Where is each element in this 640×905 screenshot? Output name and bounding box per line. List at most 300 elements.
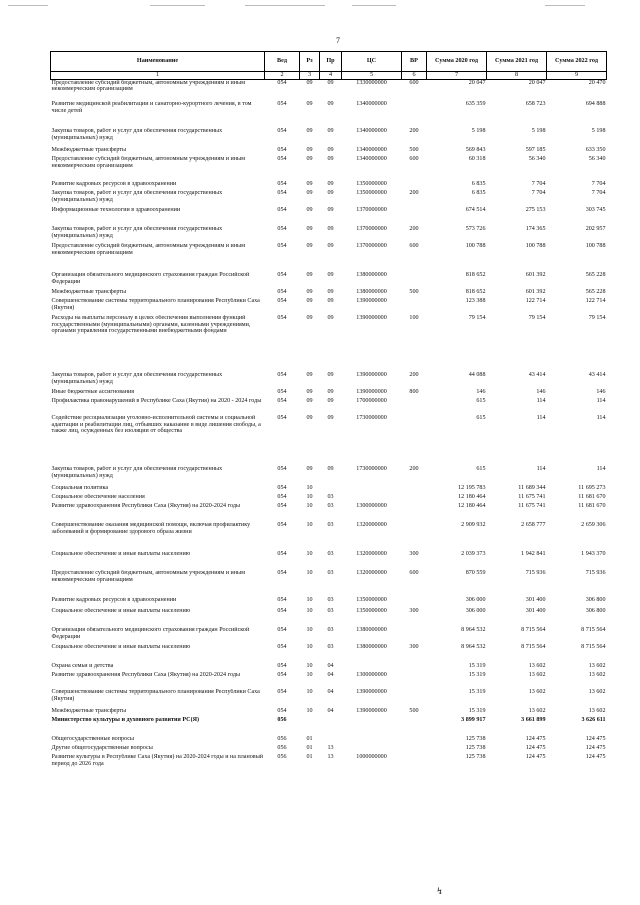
- table-row: [51, 156, 607, 181]
- row-sum-2020: 8 964 532: [461, 644, 486, 651]
- row-rz: 09: [306, 79, 313, 86]
- row-name: Общегосударственные вопросы: [51, 736, 135, 743]
- row-sum-2022: 124 475: [585, 754, 606, 761]
- row-rz: 10: [306, 672, 313, 679]
- row-ved: 054: [277, 298, 287, 305]
- row-sum-2022: 5 198: [591, 128, 606, 135]
- row-sum-2022: 8 715 564: [581, 627, 606, 634]
- row-pr: 09: [327, 389, 334, 396]
- row-rz: 09: [306, 389, 313, 396]
- row-pr: 03: [327, 551, 334, 558]
- row-ved: 054: [277, 101, 287, 108]
- row-cs: 1380000000: [356, 627, 387, 634]
- row-sum-2021: 597 185: [525, 147, 546, 154]
- row-vr: [402, 207, 427, 226]
- row-rz: 10: [306, 494, 313, 501]
- row-sum-2021: 301 400: [525, 608, 546, 615]
- row-sum-2022: 114: [596, 466, 606, 473]
- row-name: Межбюджетные трансферты: [51, 289, 127, 296]
- row-cs: 1390000000: [356, 389, 387, 396]
- row-sum-2021: 8 715 564: [521, 627, 546, 634]
- row-pr: 04: [327, 663, 334, 670]
- row-ved: 054: [277, 644, 287, 651]
- header-name: Наименование: [51, 52, 265, 72]
- row-vr: [402, 298, 427, 315]
- table-row: [51, 289, 607, 298]
- row-sum-2022: 56 340: [588, 156, 606, 163]
- row-sum-2022: 114: [596, 415, 606, 422]
- row-sum-2021: 13 602: [528, 689, 546, 696]
- row-sum-2021: 174 365: [525, 226, 546, 233]
- row-pr: 09: [327, 181, 334, 188]
- row-rz: 09: [306, 243, 313, 250]
- row-name: Закупка товаров, работ и услуг для обеспечения государственных (муниципальных) нужд: [51, 190, 223, 203]
- row-sum-2020: 615: [476, 415, 486, 422]
- row-vr: [402, 494, 427, 503]
- row-name: Развитие здравоохранения Республики Саха (Якутия) на 2020-2024 годы: [51, 672, 241, 679]
- row-sum-2020: 79 154: [468, 315, 486, 322]
- row-sum-2020: 100 788: [465, 243, 486, 250]
- row-rz: 09: [306, 272, 313, 279]
- row-cs: 1390000000: [356, 689, 387, 696]
- row-ved: 054: [277, 494, 287, 501]
- row-ved: 056: [277, 754, 287, 761]
- row-rz: 09: [306, 315, 313, 322]
- row-sum-2020: 15 319: [468, 663, 486, 670]
- row-name: Социальная политика: [51, 485, 109, 492]
- row-cs: 1390000000: [356, 315, 387, 322]
- row-sum-2020: 818 652: [465, 289, 486, 296]
- row-name: Совершенствование оказания медицинской помощи, включая профилактику заболеваний и формирование здорового образа жизни: [51, 522, 251, 535]
- row-pr: 09: [327, 207, 334, 214]
- row-rz: 10: [306, 644, 313, 651]
- row-rz: 01: [306, 745, 313, 752]
- row-sum-2020: 125 738: [465, 745, 486, 752]
- row-vr: [402, 485, 427, 494]
- table-row: [51, 608, 607, 627]
- row-ved: 054: [277, 663, 287, 670]
- header-number: 8: [487, 72, 547, 80]
- row-cs: [342, 663, 402, 672]
- row-vr: 200: [409, 466, 419, 473]
- row-pr: [320, 717, 342, 736]
- row-rz: 09: [306, 415, 313, 422]
- table-header: [51, 52, 607, 72]
- row-rz: 10: [306, 708, 313, 715]
- row-sum-2021: 2 658 777: [521, 522, 546, 529]
- row-vr: [402, 101, 427, 128]
- table-row: [51, 415, 607, 466]
- table-row: [51, 494, 607, 503]
- table-body: [51, 79, 607, 771]
- row-sum-2021: 122 714: [525, 298, 546, 305]
- row-sum-2021: 114: [536, 415, 546, 422]
- row-name: Информационные технологии в здравоохранении: [51, 207, 181, 214]
- row-cs: 1730000000: [356, 466, 387, 473]
- row-cs: 1340000000: [356, 156, 387, 163]
- table-row: [51, 181, 607, 190]
- row-name: Развитие здравоохранения Республики Саха (Якутия) на 2020-2024 годы: [51, 503, 241, 510]
- row-sum-2021: 79 154: [528, 315, 546, 322]
- row-cs: 1320000000: [356, 551, 387, 558]
- table-row: [51, 466, 607, 485]
- row-sum-2021: 124 475: [525, 754, 546, 761]
- row-sum-2020: 635 359: [465, 101, 486, 108]
- row-pr: 09: [327, 101, 334, 108]
- row-sum-2022: 124 475: [585, 736, 606, 743]
- header-vr: ВР: [402, 52, 427, 72]
- row-sum-2022: 3 626 611: [581, 717, 606, 724]
- header-number: 1: [51, 72, 265, 80]
- row-vr: [402, 522, 427, 551]
- row-sum-2021: 20 047: [528, 79, 546, 86]
- row-sum-2021: 114: [536, 466, 546, 473]
- table-row: [51, 147, 607, 156]
- row-sum-2022: 303 745: [585, 207, 606, 214]
- row-rz: 09: [306, 398, 313, 405]
- row-sum-2020: 6 835: [471, 190, 486, 197]
- row-rz: 10: [306, 485, 313, 492]
- row-sum-2022: 8 715 564: [581, 644, 606, 651]
- row-vr: 200: [409, 226, 419, 233]
- row-ved: 054: [277, 79, 287, 86]
- row-vr: 100: [409, 315, 419, 322]
- table-row: [51, 101, 607, 128]
- row-cs: 1390000000: [356, 298, 387, 305]
- row-cs: [342, 736, 402, 745]
- row-sum-2022: 694 888: [585, 101, 606, 108]
- header-pr: Пр: [320, 52, 342, 72]
- table-row: [51, 207, 607, 226]
- row-sum-2022: 79 154: [588, 315, 606, 322]
- row-sum-2022: 7 704: [591, 190, 606, 197]
- row-sum-2022: 202 957: [585, 226, 606, 233]
- row-vr: 500: [409, 708, 419, 715]
- row-ved: 054: [277, 147, 287, 154]
- row-vr: 200: [409, 372, 419, 379]
- row-name: Содействие ресоциализации уголовно-исполнительной системы и социальной адаптации и реабилитации лиц, отбывших наказание в виде лишения свободы, а также лиц, осужденных без изоляции от общества: [51, 415, 261, 435]
- row-ved: 054: [277, 226, 287, 233]
- row-cs: 1380000000: [356, 272, 387, 279]
- row-sum-2020: 15 319: [468, 672, 486, 679]
- row-name: Социальное обеспечение населения: [51, 494, 145, 501]
- row-sum-2021: 5 198: [531, 128, 546, 135]
- row-pr: 13: [327, 754, 334, 761]
- row-name: Предоставление субсидий бюджетным, автономным учреждениям и иным некоммерческим организациям: [51, 79, 245, 93]
- row-vr: [402, 181, 427, 190]
- row-sum-2021: 100 788: [525, 243, 546, 250]
- row-vr: [402, 415, 427, 466]
- row-sum-2021: 658 723: [525, 101, 546, 108]
- row-pr: 09: [327, 466, 334, 473]
- row-ved: 054: [277, 190, 287, 197]
- row-sum-2022: 13 602: [588, 689, 606, 696]
- row-cs: 1350000000: [356, 608, 387, 615]
- row-cs: 1380000000: [356, 289, 387, 296]
- row-sum-2021: 301 400: [525, 597, 546, 604]
- row-ved: 054: [277, 672, 287, 679]
- row-sum-2020: 306 000: [465, 608, 486, 615]
- row-rz: 10: [306, 503, 313, 510]
- row-rz: 10: [306, 663, 313, 670]
- row-name: Другие общегосударственные вопросы: [51, 745, 153, 752]
- row-cs: [342, 485, 402, 494]
- row-vr: 500: [409, 147, 419, 154]
- row-ved: 054: [277, 503, 287, 510]
- row-sum-2021: 114: [536, 398, 546, 405]
- row-pr: 09: [327, 398, 334, 405]
- row-sum-2022: 715 936: [585, 570, 606, 577]
- row-ved: 054: [277, 372, 287, 379]
- row-vr: 300: [409, 644, 419, 651]
- row-rz: 09: [306, 190, 313, 197]
- row-pr: [320, 736, 342, 745]
- table-row: [51, 190, 607, 207]
- row-vr: [402, 745, 427, 754]
- row-vr: [402, 754, 427, 771]
- row-sum-2020: 2 909 932: [461, 522, 486, 529]
- row-sum-2022: 565 228: [585, 272, 606, 279]
- row-vr: [402, 736, 427, 745]
- row-sum-2022: 43 414: [588, 372, 606, 379]
- table-row: [51, 315, 607, 372]
- corner-mark: ↯: [436, 886, 444, 896]
- row-vr: [402, 597, 427, 608]
- row-ved: 056: [277, 745, 287, 752]
- row-ved: 054: [277, 608, 287, 615]
- row-sum-2022: 7 704: [591, 181, 606, 188]
- row-sum-2021: 715 936: [525, 570, 546, 577]
- header-number: 5: [342, 72, 402, 80]
- row-sum-2020: 146: [476, 389, 486, 396]
- row-sum-2020: 674 514: [465, 207, 486, 214]
- row-ved: 054: [277, 597, 287, 604]
- row-cs: 1340000000: [356, 101, 387, 108]
- row-cs: [342, 717, 402, 736]
- row-sum-2021: 124 475: [525, 745, 546, 752]
- row-cs: 1370000000: [356, 226, 387, 233]
- budget-table: [50, 51, 607, 771]
- row-sum-2020: 123 388: [465, 298, 486, 305]
- row-cs: [342, 494, 402, 503]
- row-sum-2022: 2 659 306: [581, 522, 606, 529]
- row-cs: 1730000000: [356, 415, 387, 422]
- row-name: Закупка товаров, работ и услуг для обеспечения государственных (муниципальных) нужд: [51, 226, 223, 239]
- row-sum-2021: 1 942 841: [521, 551, 546, 558]
- row-vr: 300: [409, 551, 419, 558]
- row-sum-2022: 114: [596, 398, 606, 405]
- row-sum-2020: 2 039 373: [461, 551, 486, 558]
- row-rz: 09: [306, 128, 313, 135]
- row-name: Предоставление субсидий бюджетным, автономным учреждениям и иным некоммерческим организациям: [51, 570, 245, 583]
- table-row: [51, 708, 607, 717]
- row-rz: 01: [306, 754, 313, 761]
- row-name: Совершенствование системы территориального планирования Республики Саха (Якутия): [51, 298, 260, 311]
- row-ved: 054: [277, 551, 287, 558]
- row-rz: 10: [306, 597, 313, 604]
- page-number: 7: [336, 36, 340, 45]
- row-vr: 600: [409, 79, 419, 86]
- table-row: [51, 389, 607, 398]
- row-ved: 054: [277, 156, 287, 163]
- table-row: [51, 79, 607, 101]
- row-sum-2020: 44 088: [468, 372, 486, 379]
- row-ved: 054: [277, 415, 287, 422]
- row-rz: 09: [306, 101, 313, 108]
- row-ved: 056: [277, 736, 287, 743]
- row-name: Организация обязательного медицинского страхования граждан Российской Федерации: [51, 272, 250, 285]
- row-cs: 1330000000: [356, 79, 387, 86]
- row-rz: 09: [306, 147, 313, 154]
- row-sum-2021: 13 602: [528, 663, 546, 670]
- row-cs: 1340000000: [356, 128, 387, 135]
- row-sum-2022: 1 943 370: [581, 551, 606, 558]
- table-row: [51, 522, 607, 551]
- row-ved: 054: [277, 627, 287, 634]
- header-number: 2: [265, 72, 300, 80]
- table-row: [51, 754, 607, 771]
- row-sum-2021: 124 475: [525, 736, 546, 743]
- row-name: Социальное обеспечение и иные выплаты населению: [51, 608, 191, 615]
- row-sum-2020: 15 319: [468, 689, 486, 696]
- row-vr: 600: [409, 243, 419, 250]
- row-sum-2020: 5 198: [471, 128, 486, 135]
- row-ved: 054: [277, 398, 287, 405]
- row-rz: 09: [306, 466, 313, 473]
- row-ved: 054: [277, 207, 287, 214]
- row-pr: 03: [327, 644, 334, 651]
- header-rz: Рз: [300, 52, 320, 72]
- row-cs: 1370000000: [356, 207, 387, 214]
- row-pr: 03: [327, 522, 334, 529]
- table-row: [51, 298, 607, 315]
- table-row: [51, 689, 607, 708]
- row-rz: 09: [306, 372, 313, 379]
- row-rz: 10: [306, 551, 313, 558]
- row-vr: [402, 398, 427, 415]
- row-rz: 09: [306, 298, 313, 305]
- row-rz: 09: [306, 207, 313, 214]
- row-pr: 04: [327, 708, 334, 715]
- row-vr: [402, 689, 427, 708]
- row-sum-2020: 573 726: [465, 226, 486, 233]
- row-sum-2021: 13 602: [528, 708, 546, 715]
- row-cs: 1380000000: [356, 644, 387, 651]
- row-sum-2021: 13 602: [528, 672, 546, 679]
- row-sum-2021: 8 715 564: [521, 644, 546, 651]
- row-cs: 1350000000: [356, 190, 387, 197]
- row-name: Закупка товаров, работ и услуг для обеспечения государственных (муниципальных) нужд: [51, 466, 223, 479]
- row-vr: 200: [409, 190, 419, 197]
- row-pr: 03: [327, 597, 334, 604]
- row-ved: 054: [277, 272, 287, 279]
- row-vr: 600: [409, 570, 419, 577]
- row-pr: 13: [327, 745, 334, 752]
- row-name: Иные бюджетные ассигнования: [51, 389, 135, 396]
- table-row: [51, 128, 607, 147]
- table-row: [51, 398, 607, 415]
- row-name: Межбюджетные трансферты: [51, 147, 127, 154]
- table-row: [51, 597, 607, 608]
- header-sum-2021: Сумма 2021 год: [487, 52, 547, 72]
- table-row: [51, 272, 607, 289]
- row-vr: 800: [409, 389, 419, 396]
- row-sum-2021: 146: [536, 389, 546, 396]
- row-pr: 03: [327, 608, 334, 615]
- row-sum-2020: 615: [476, 466, 486, 473]
- row-sum-2021: 11 689 344: [518, 485, 546, 492]
- row-pr: 03: [327, 503, 334, 510]
- row-sum-2021: 275 153: [525, 207, 546, 214]
- row-ved: 054: [277, 128, 287, 135]
- table-row: [51, 663, 607, 672]
- row-vr: 500: [409, 289, 419, 296]
- row-name: Охрана семьи и детства: [51, 663, 114, 670]
- header-sum-2020: Сумма 2020 год: [427, 52, 487, 72]
- row-sum-2020: 3 899 917: [461, 717, 486, 724]
- row-sum-2021: 11 675 741: [518, 503, 546, 510]
- row-vr: [402, 627, 427, 644]
- table-row: [51, 551, 607, 570]
- row-name: Развитие медицинской реабилитации и санаторно-курортного лечения, в том числе детей: [51, 101, 252, 114]
- table-row: [51, 627, 607, 644]
- row-pr: 09: [327, 190, 334, 197]
- row-rz: 10: [306, 570, 313, 577]
- row-sum-2020: 15 319: [468, 708, 486, 715]
- row-pr: 09: [327, 128, 334, 135]
- row-name: Министерство культуры и духовного развития РС(Я): [51, 717, 200, 724]
- row-pr: 09: [327, 156, 334, 163]
- row-vr: [402, 272, 427, 289]
- row-rz: [300, 717, 320, 736]
- row-pr: 04: [327, 689, 334, 696]
- row-name: Закупка товаров, работ и услуг для обеспечения государственных (муниципальных) нужд: [51, 128, 223, 141]
- row-pr: 09: [327, 147, 334, 154]
- row-name: Социальное обеспечение и иные выплаты населению: [51, 551, 191, 558]
- row-vr: [402, 503, 427, 522]
- row-pr: [320, 485, 342, 494]
- row-pr: 09: [327, 289, 334, 296]
- table-row: [51, 485, 607, 494]
- row-sum-2020: 818 652: [465, 272, 486, 279]
- row-rz: 10: [306, 627, 313, 634]
- row-ved: 054: [277, 570, 287, 577]
- row-sum-2021: 43 414: [528, 372, 546, 379]
- table-row: [51, 644, 607, 663]
- row-sum-2022: 11 695 273: [578, 485, 606, 492]
- table-row: [51, 243, 607, 272]
- row-pr: 09: [327, 79, 334, 86]
- row-cs: 1390000000: [356, 708, 387, 715]
- row-ved: 054: [277, 315, 287, 322]
- row-sum-2021: 56 340: [528, 156, 546, 163]
- header-sum-2022: Сумма 2022 год: [547, 52, 607, 72]
- row-sum-2020: 20 047: [468, 79, 486, 86]
- row-sum-2022: 124 475: [585, 745, 606, 752]
- row-pr: 09: [327, 298, 334, 305]
- row-rz: 09: [306, 226, 313, 233]
- row-sum-2021: 601 392: [525, 289, 546, 296]
- header-number: 9: [547, 72, 607, 80]
- row-pr: 09: [327, 243, 334, 250]
- row-sum-2020: 12 195 783: [458, 485, 486, 492]
- header-number: 3: [300, 72, 320, 80]
- row-ved: 054: [277, 522, 287, 529]
- row-sum-2020: 569 843: [465, 147, 486, 154]
- row-name: Профилактика правонарушений в Республике Саха (Якутия) на 2020 - 2024 годы: [51, 398, 262, 405]
- row-name: Социальное обеспечение и иные выплаты населению: [51, 644, 191, 651]
- table-row: [51, 672, 607, 689]
